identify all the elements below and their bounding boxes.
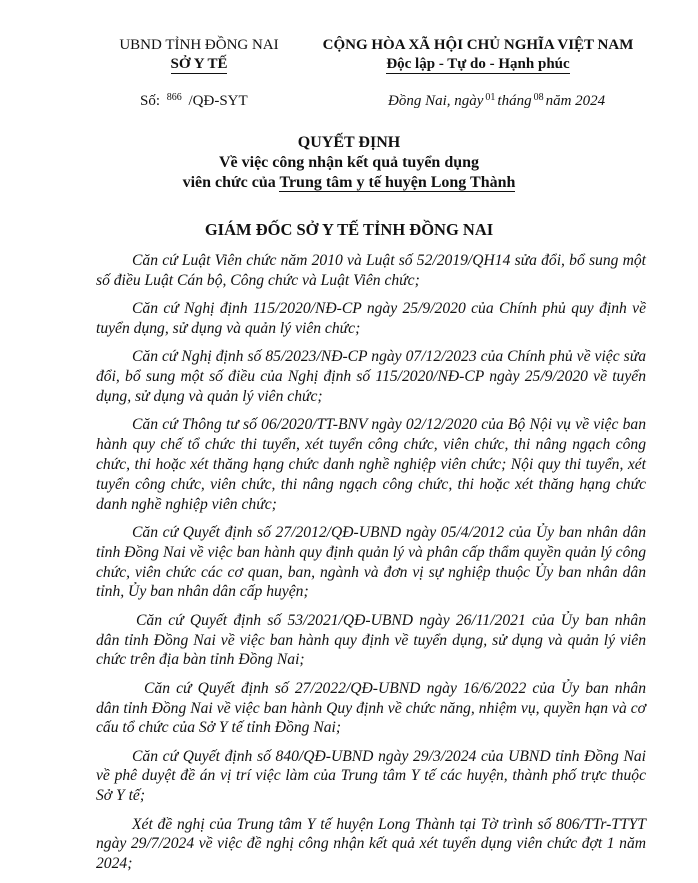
doc-number-value: 866 <box>166 92 182 103</box>
nation-name: CỘNG HÒA XÃ HỘI CHỦ NGHĨA VIỆT NAM <box>322 37 634 53</box>
document-date <box>388 92 605 110</box>
issuing-authority: GIÁM ĐỐC SỞ Y TẾ TỈNH ĐỒNG NAI <box>204 220 494 239</box>
proposal-paragraph <box>96 815 646 874</box>
legal-basis-paragraph: Căn cứ Quyết định số 27/2012/QĐ-UBND ngày 05/4/2012 của Ủy ban nhân dân tỉnh Đồng Nai về việc ban hành quy định quản lý và phân cấp thẩm quyền quản lý công chức, viên chức các cơ quan, ban, ngành và đơn vị sự nghiệp thuộc Ủy ban nhân dân tỉnh, Ủy ban nhân dân cấp huyện; <box>96 523 646 601</box>
agency-parent: UBND TỈNH ĐỒNG NAI <box>119 37 279 53</box>
decision-subject-line2 <box>0 174 698 192</box>
date-year: năm 2024 <box>545 93 606 109</box>
doc-number-prefix: Số: <box>140 93 161 109</box>
subject-line2-b: Trung tâm y tế huyện Long Thành <box>279 174 516 191</box>
date-day: 01 <box>485 92 496 103</box>
legal-basis-paragraph: Căn cứ Quyết định số 53/2021/QĐ-UBND ngày 26/11/2021 của Ủy ban nhân dân tỉnh Đồng Nai về việc ban hành quy định về tuyển dụng, sử dụng và quản lý viên chức trên địa bàn tỉnh Đồng Nai; <box>96 611 646 669</box>
document-body <box>96 251 646 883</box>
date-month-label: tháng <box>497 93 532 109</box>
document-number <box>140 92 248 110</box>
legal-basis-paragraph: Căn cứ Thông tư số 06/2020/TT-BNV ngày 02/12/2020 của Bộ Nội vụ về việc ban hành quy chế tổ chức thi tuyển, xét tuyển công chức, viên chức, thi nâng ngạch công chức, thi hoặc xét thăng hạng chức danh nghề nghiệp viên chức; Nội quy thi tuyển, xét tuyển công chức, viên chức, thi nâng ngạch công chức, thi hoặc xét thăng hạng chức danh nghề nghiệp viên chức; <box>96 416 646 513</box>
agency-name: SỞ Y TẾ <box>170 56 228 72</box>
decision-title: QUYẾT ĐỊNH <box>297 134 401 151</box>
proposal-lead: Xét đề nghị của <box>132 815 237 833</box>
legal-basis-paragraph: Căn cứ Nghị định số 85/2023/NĐ-CP ngày 07/12/2023 của Chính phủ về việc sửa đổi, bổ sung một số điều của Nghị định số 115/2020/NĐ-CP ngày 25/9/2020 về tuyển dụng, sử dụng và quản lý viên chức; <box>96 348 646 405</box>
legal-basis-paragraph: Căn cứ Luật Viên chức năm 2010 và Luật số 52/2019/QH14 sửa đổi, bổ sung một số điều Luật Cán bộ, Công chức và Luật Viên chức; <box>96 252 646 289</box>
nation-header <box>300 36 656 74</box>
agency-header <box>94 36 304 74</box>
subject-line2-a: viên chức của <box>182 174 280 191</box>
doc-number-suffix: /QĐ-SYT <box>188 93 248 109</box>
decision-subject-line1: Về việc công nhận kết quả tuyển dụng <box>218 154 480 171</box>
legal-basis-paragraph: Căn cứ Nghị định 115/2020/NĐ-CP ngày 25/9/2020 của Chính phủ quy định về tuyển dụng, sử dụng và quản lý viên chức; <box>96 300 646 337</box>
proposal-body: Trung tâm Y tế huyện Long Thành tại Tờ trình số 806/TTr-TTYT ngày 29/7/2024 về việc đề nghị công nhận kết quả xét tuyển dụng viên chức đợt 1 năm 2024; <box>96 815 646 873</box>
legal-basis-paragraph: Căn cứ Quyết định số 840/QĐ-UBND ngày 29/3/2024 của UBND tỉnh Đồng Nai về phê duyệt đề án vị trí việc làm của Trung tâm Y tế các huyện, thành phố trực thuộc Sở Y tế; <box>96 747 646 805</box>
date-place-day: Đồng Nai, ngày <box>388 93 484 109</box>
date-month: 08 <box>533 92 544 103</box>
legal-basis-paragraph: Căn cứ Quyết định số 27/2022/QĐ-UBND ngày 16/6/2022 của Ủy ban nhân dân tỉnh Đồng Nai về việc ban hành Quy định về chức năng, nhiệm vụ, quyền hạn và cơ cấu tổ chức của Sở Y tế tỉnh Đồng Nai; <box>96 679 646 737</box>
motto: Độc lập - Tự do - Hạnh phúc <box>386 56 570 72</box>
